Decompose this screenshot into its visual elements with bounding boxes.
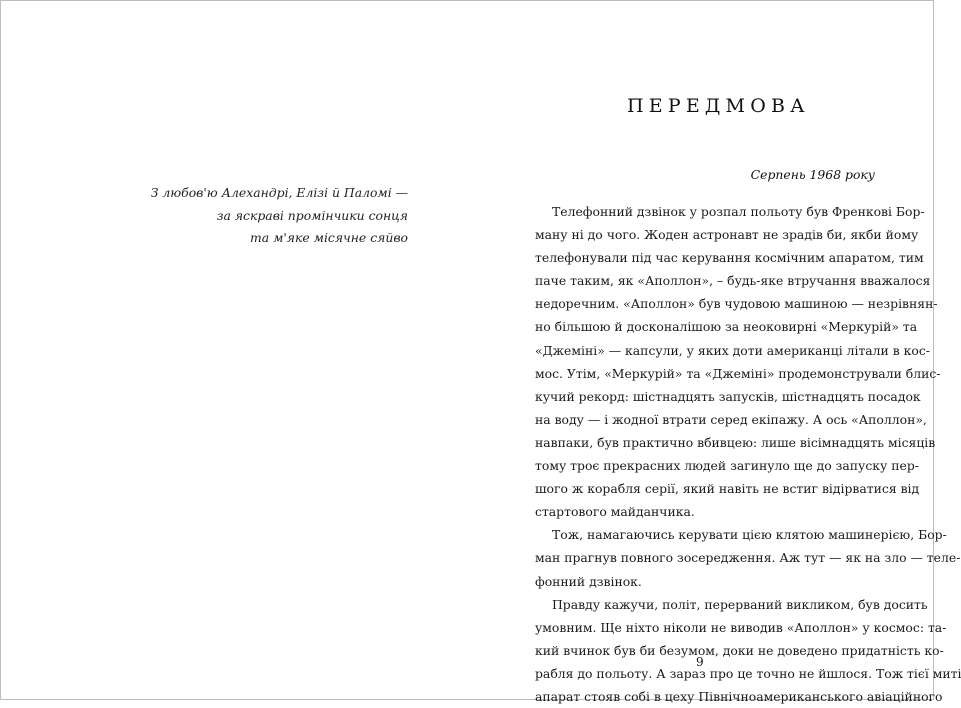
left-page bbox=[0, 0, 467, 700]
text-line: умовним. Ще ніхто ніколи не виводив «Аполлон» у космос: та- bbox=[535, 619, 947, 635]
text-line: навпаки, був практично вбивцею: лише вісімнадцять місяців bbox=[535, 434, 936, 450]
text-line: тому троє прекрасних людей загинуло ще до запуску пер- bbox=[535, 458, 919, 474]
dedication-line: за яскраві промінчики сонця bbox=[216, 207, 408, 223]
text-line: Телефонний дзвінок у розпал польоту був Френкові Бор- bbox=[552, 204, 925, 219]
text-line: Тож, намагаючись керувати цією клятою машинерією, Бор- bbox=[552, 527, 947, 543]
text-line: на воду — і жодної втрати серед екіпажу. А ось «Аполлон», bbox=[535, 411, 927, 427]
text-line: мос. Утім, «Меркурій» та «Джеміні» продемонстрували блис- bbox=[535, 365, 941, 381]
text-line: ману ні до чого. Жоден астронавт не зрадів би, якби йому bbox=[535, 227, 919, 243]
text-line: Правду кажучи, політ, перерваний викликом, був досить bbox=[552, 596, 928, 612]
text-line: кучий рекорд: шістнадцять запусків, шістнадцять посадок bbox=[535, 388, 921, 404]
dedication bbox=[108, 182, 408, 250]
dedication-line: З любов'ю Алехандрі, Елізі й Паломі — bbox=[150, 185, 408, 200]
text-line: шого ж корабля серії, який навіть не встиг відірватися від bbox=[535, 481, 920, 497]
text-line: паче таким, як «Аполлон», – будь-яке втручання вважалося bbox=[535, 273, 931, 289]
page-number: 9 bbox=[696, 655, 704, 669]
text-line: «Джеміні» — капсули, у яких доти американці літали в кос- bbox=[535, 342, 930, 358]
body-text bbox=[535, 200, 961, 708]
chapter-title: ПЕРЕДМОВА bbox=[627, 95, 810, 117]
text-line: стартового майданчика. bbox=[535, 504, 695, 520]
text-line: апарат стояв собі в цеху Північноамериканського авіаційного bbox=[535, 688, 943, 704]
text-line: недоречним. «Аполлон» був чудовою машиною — незрівнян- bbox=[535, 296, 938, 312]
text-line: но більшою й досконалішою за неоковирні «Меркурій» та bbox=[535, 319, 918, 335]
text-line: кий вчинок був би безумом, доки не доведено придатність ко- bbox=[535, 642, 944, 658]
text-line: ман прагнув повного зосередження. Аж тут — як на зло — теле- bbox=[535, 550, 961, 566]
right-page bbox=[467, 0, 961, 704]
text-line: рабля до польоту. А зараз про це точно не йшлося. Тож тієї миті bbox=[535, 665, 961, 681]
text-line: фонний дзвінок. bbox=[535, 573, 642, 589]
dedication-line: та м'яке місячне сяйво bbox=[250, 230, 408, 245]
text-line: телефонували під час керування космічним апаратом, тим bbox=[535, 250, 924, 266]
date-line: Серпень 1968 року bbox=[750, 167, 875, 182]
